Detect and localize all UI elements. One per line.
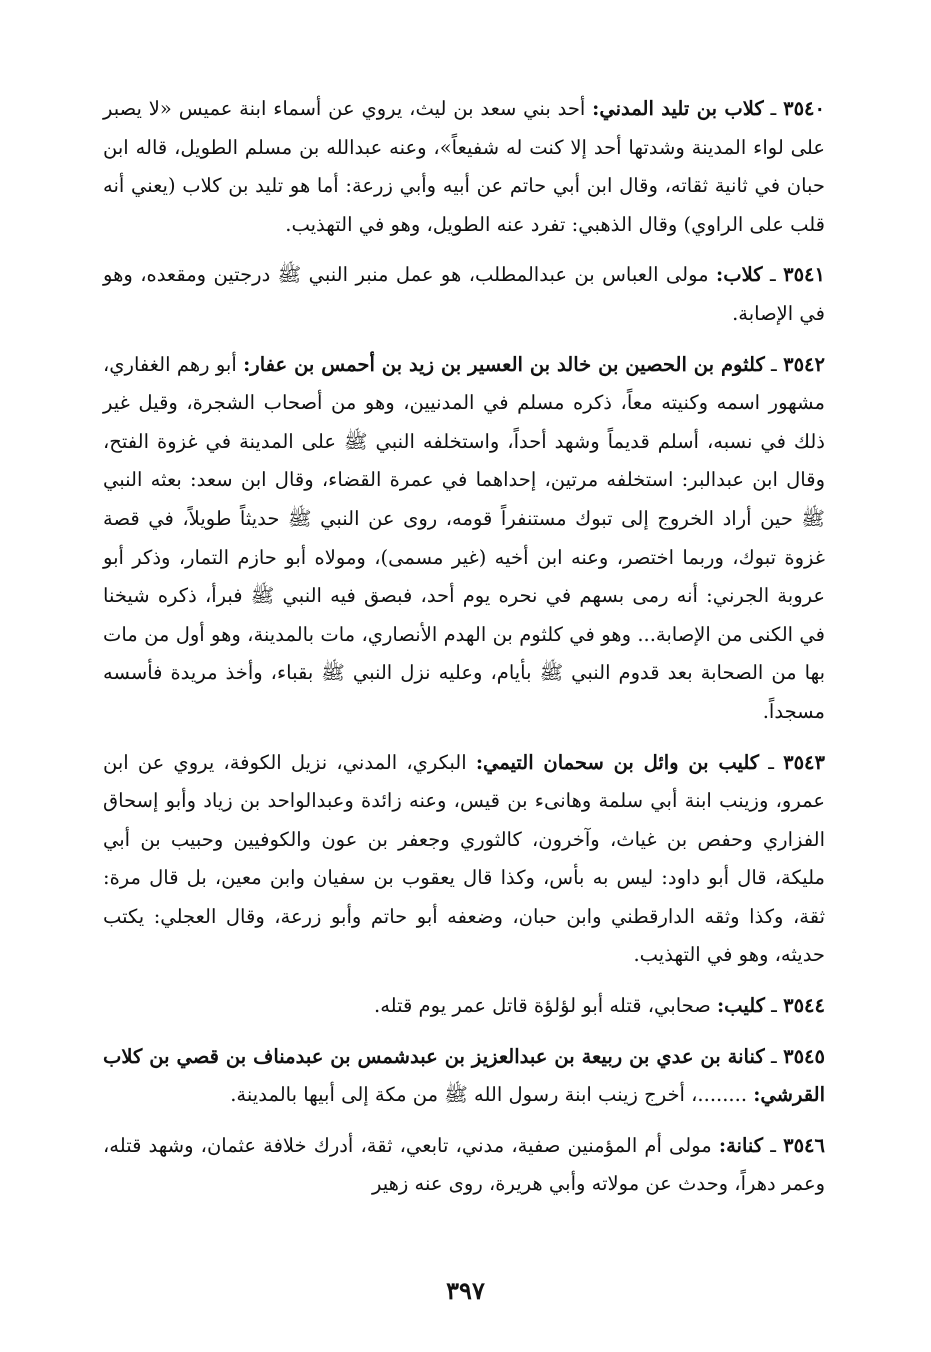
entry-heading: كلاب بن تليد المدني: (592, 97, 764, 120)
entry-number: ٣٥٤٠ (783, 97, 825, 120)
entry-3543: ٣٥٤٣ ـ كليب بن وائل بن سحمان التيمي: البكري، المدني، نزيل الكوفة، يروي عن ابن عمرو، وزينب ابنة أبي سلمة وهانىء بن قيس، وعنه زائدة وعبدالواحد بن زياد وأبو إسحاق الفزاري وحفص بن غياث، وآخرون، كالثوري وجعفر بن عون والكوفيين وحبيب بن أبي مليكة، قال أبو داود: ليس به بأس، وكذا قال يعقوب بن سفيان وابن معين، بل قال مرة: ثقة، وكذا وثقه الدارقطني وابن حبان، وضعفه أبو حاتم وأبو زرعة، وقال العجلي: يكتب حديثه، وهو في التهذيب. (103, 750, 825, 967)
entry-heading: كليب: (716, 994, 765, 1018)
entry-text: أحد بني سعد بن ليث، يروي عن أسماء ابنة عميس «لا يصبر على لواء المدينة وشدتها أحد إلا كنت له شفيعاً»، وعنه عبدالله بن مسلم الطويل، قاله ابن حبان في ثانية ثقاته، وقال ابن أبي حاتم عن أبيه وأبي زرعة: أما هو تليد بن كلاب (يعني أنه قلب على الراوي) وقال الذهبي: تفرد عنه الطويل، وهو في التهذيب. (103, 97, 826, 236)
entry-3540: ٣٥٤٠ ـ كلاب بن تليد المدني: أحد بني سعد بن ليث، يروي عن أسماء ابنة عميس «لا يصبر على لواء المدينة وشدتها أحد إلا كنت له شفيعاً»، وعنه عبدالله بن مسلم الطويل، قاله ابن حبان في ثانية ثقاته، وقال ابن أبي حاتم عن أبيه وأبي زرعة: أما هو تليد بن كلاب (يعني أنه قلب على الراوي) وقال الذهبي: تفرد عنه الطويل، وهو في التهذيب. (103, 97, 826, 236)
entry-text: مولى أم المؤمنين صفية، مدني، تابعي، ثقة، أدرك خلافة عثمان، وشهد قتله، وعمر دهراً، وحدث عن مولاته وأبي هريرة، روى عنه زهير (103, 1133, 825, 1196)
entry-text: صحابي، قتله أبو لؤلؤة قاتل عمر يوم قتله. (374, 994, 711, 1018)
entry-text: مولى العباس بن عبدالمطلب، هو عمل منبر النبي ﷺ درجتين ومقعده، وهو في الإصابة. (103, 263, 825, 325)
entry-heading: كلثوم بن الحصين بن خالد بن العسير بن زيد بن أحمس بن عفار: (243, 352, 765, 376)
page-number: ٣٩٧ (446, 1276, 485, 1305)
entry-3544: ٣٥٤٤ ـ كليب: صحابي، قتله أبو لؤلؤة قاتل عمر يوم قتله. (374, 994, 825, 1018)
entry-text: أبو رهم الغفاري، مشهور اسمه وكنيته معاً، ذكره مسلم في المدنيين، وهو من أصحاب الشجرة، وقيل غير ذلك في نسبه، أسلم قديماً وشهد أحداً، واستخلفه النبي ﷺ على المدينة في غزوة الفتح، وقال ابن عبدالبر: استخلفه مرتين، إحداهما في عمرة القضاء، وقال ابن سعد: بعثه النبي ﷺ حين أراد الخروج إلى تبوك مستنفراً قومه، روى عن النبي ﷺ حديثاً طويلاً، في قصة غزوة تبوك، وربما اختصر، وعنه ابن أخيه (غير مسمى)، ومولاه أبو حازم التمار، وذكر أبو عروبة الجرني: أنه رمى بسهم في نحره يوم أحد، فبصق فيه النبي ﷺ فبرأ، ذكره شيخنا في الكنى من الإصابة... وهو في كلثوم بن الهدم الأنصاري، مات بالمدينة، وهو أول من مات بها من الصحابة بعد قدوم النبي ﷺ بأيام، وعليه نزل النبي ﷺ بقباء، وأخذ مريدة فأسسه مسجداً. (103, 352, 825, 723)
entry-3545: ٣٥٤٥ ـ كنانة بن عدي بن ربيعة بن عبدالعزيز بن عبدشمس بن عبدمناف بن قصي بن كلاب القرشي: ........، أخرج زينب ابنة رسول الله ﷺ من مكة إلى أبيها بالمدينة. (103, 1044, 825, 1107)
entry-3542: ٣٥٤٢ ـ كلثوم بن الحصين بن خالد بن العسير بن زيد بن أحمس بن عفار: أبو رهم الغفاري، مشهور اسمه وكنيته معاً، ذكره مسلم في المدنيين، وهو من أصحاب الشجرة، وقيل غير ذلك في نسبه، أسلم قديماً وشهد أحداً، واستخلفه النبي ﷺ على المدينة في غزوة الفتح، وقال ابن عبدالبر: استخلفه مرتين، إحداهما في عمرة القضاء، وقال ابن سعد: بعثه النبي ﷺ حين أراد الخروج إلى تبوك مستنفراً قومه، روى عن النبي ﷺ حديثاً طويلاً، في قصة غزوة تبوك، وربما اختصر، وعنه ابن أخيه (غير مسمى)، ومولاه أبو حازم التمار، وذكر أبو عروبة الجرني: أنه رمى بسهم في نحره يوم أحد، فبصق فيه النبي ﷺ فبرأ، ذكره شيخنا في الكنى من الإصابة... وهو في كلثوم بن الهدم الأنصاري، مات بالمدينة، وهو أول من مات بها من الصحابة بعد قدوم النبي ﷺ بأيام، وعليه نزل النبي ﷺ بقباء، وأخذ مريدة فأسسه مسجداً. (103, 352, 826, 723)
entry-number: ٣٥٤١ (783, 263, 825, 287)
entry-3541: ٣٥٤١ ـ كلاب: مولى العباس بن عبدالمطلب، هو عمل منبر النبي ﷺ درجتين ومقعده، وهو في الإصابة. (103, 263, 825, 325)
entry-number: ٣٥٤٥ (783, 1044, 825, 1068)
entry-number: ٣٥٤٣ (783, 750, 825, 774)
entry-number: ٣٥٤٤ (783, 994, 825, 1018)
entry-heading: كلاب: (716, 263, 763, 287)
entry-heading: كليب بن وائل بن سحمان التيمي: (475, 750, 760, 774)
entry-text: البكري، المدني، نزيل الكوفة، يروي عن ابن عمرو، وزينب ابنة أبي سلمة وهانىء بن قيس، وعنه زائدة وعبدالواحد بن زياد وأبو إسحاق الفزاري وحفص بن غياث، وآخرون، كالثوري وجعفر بن عون والكوفيين وحبيب بن أبي مليكة، قال أبو داود: ليس به بأس، وكذا قال يعقوب بن سفيان وابن معين، بل قال مرة: ثقة، وكذا وثقه الدارقطني وابن حبان، وضعفه أبو حاتم وأبو زرعة، وقال العجلي: يكتب حديثه، وهو في التهذيب. (103, 750, 825, 967)
entry-text: ........، أخرج زينب ابنة رسول الله ﷺ من مكة إلى أبيها بالمدينة. (230, 1083, 748, 1107)
entry-heading: كنانة: (718, 1133, 764, 1157)
entry-number: ٣٥٤٦ (783, 1133, 825, 1157)
entry-number: ٣٥٤٢ (783, 352, 826, 376)
entry-3546: ٣٥٤٦ ـ كنانة: مولى أم المؤمنين صفية، مدني، تابعي، ثقة، أدرك خلافة عثمان، وشهد قتله، وعمر دهراً، وحدث عن مولاته وأبي هريرة، روى عنه زهير (103, 1133, 825, 1196)
entry-heading: كنانة بن عدي بن ربيعة بن عبدالعزيز بن عبدشمس بن عبدمناف بن قصي بن كلاب القرشي: (103, 1044, 825, 1107)
